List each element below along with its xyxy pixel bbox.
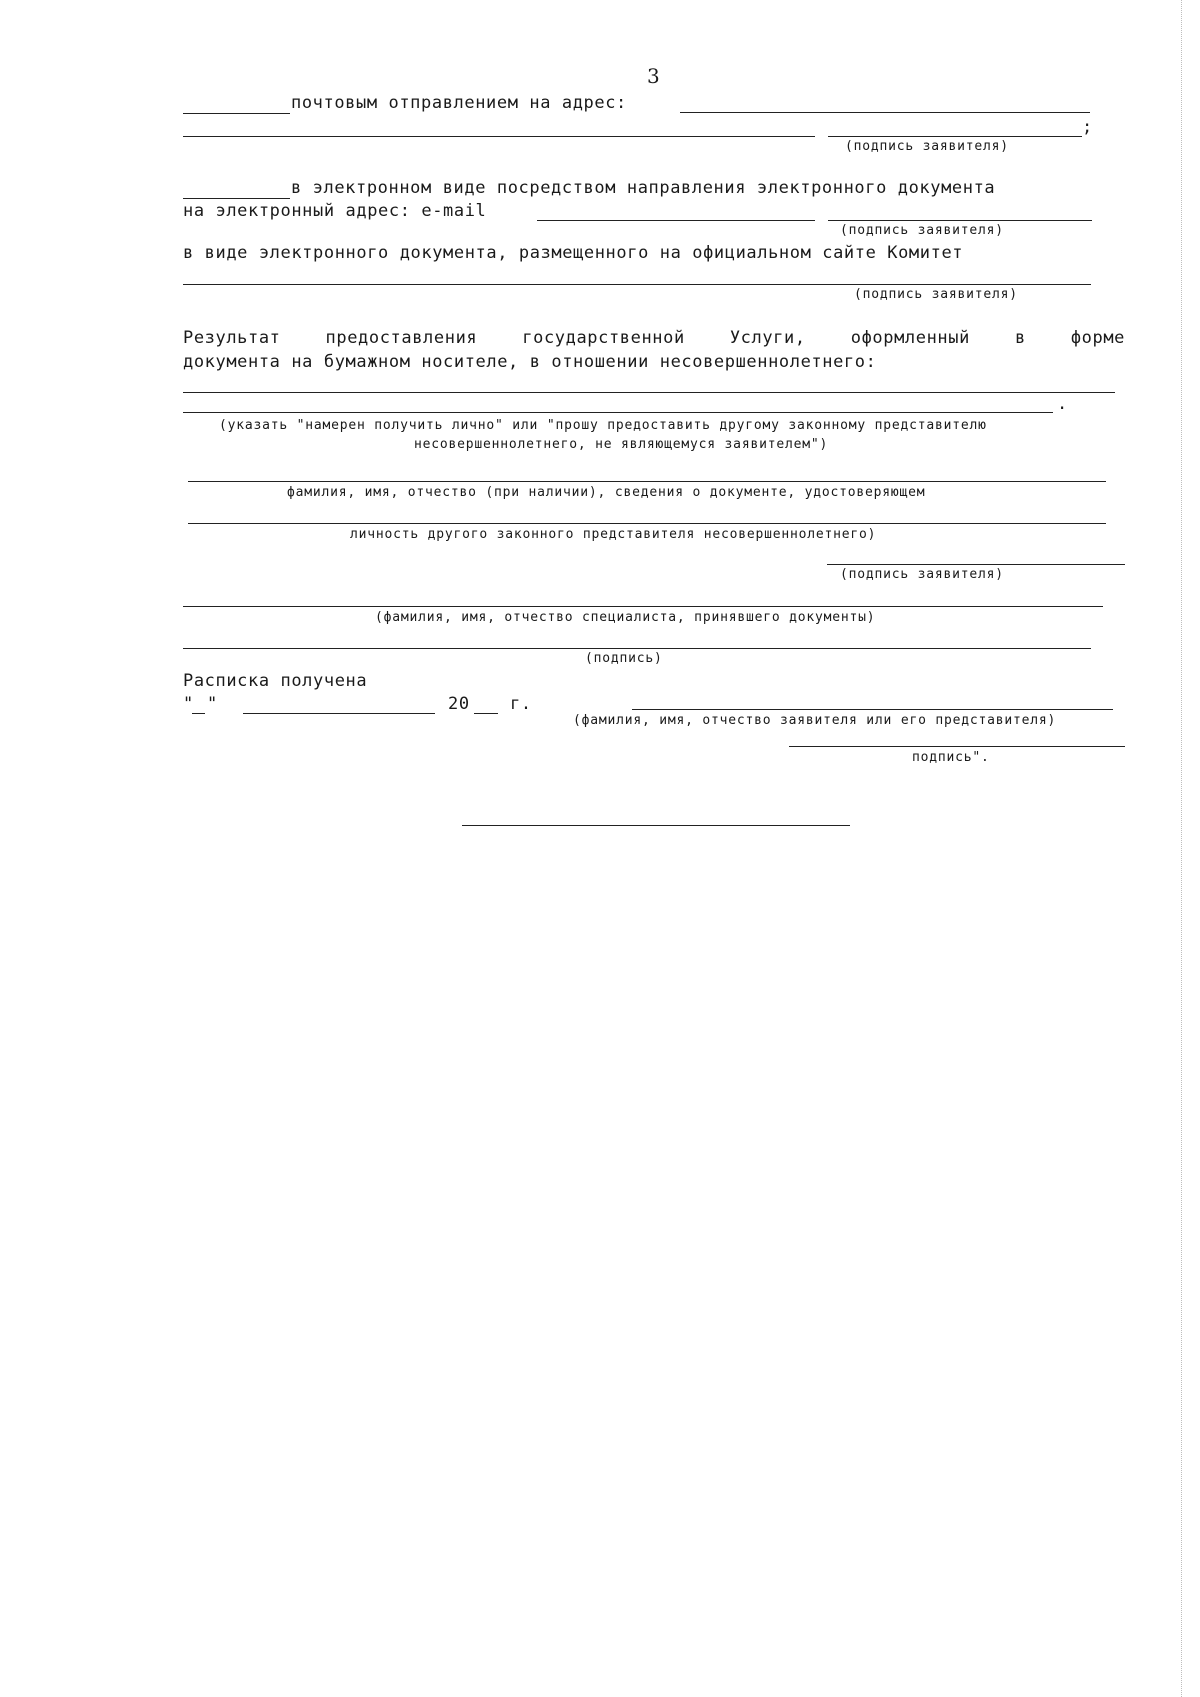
result-word: оформленный — [850, 328, 970, 348]
result-word: предоставления — [325, 328, 478, 348]
email-address-line[interactable] — [537, 220, 815, 221]
result-note-line-1: (указать "намерен получить лично" или "прошу предоставить другому законному представителю — [219, 418, 987, 433]
postal-address-line-2[interactable] — [183, 136, 815, 137]
page-number: 3 — [647, 64, 660, 88]
scan-edge-dotted-line — [1181, 0, 1182, 1697]
receipt-quote-open: " — [183, 694, 194, 714]
email-label-line2: на электронный адрес: e-mail — [183, 201, 487, 221]
result-line-2: документа на бумажном носителе, в отношении несовершеннолетнего: — [183, 352, 877, 372]
result-word: в — [1014, 328, 1026, 348]
specialist-signature-caption: (подпись) — [585, 651, 663, 666]
postal-checkbox-line[interactable] — [183, 113, 290, 114]
representative-caption-2: личность другого законного представителя несовершеннолетнего) — [350, 527, 877, 542]
specialist-caption: (фамилия, имя, отчество специалиста, принявшего документы) — [375, 610, 876, 625]
result-period: . — [1057, 394, 1068, 414]
result-word: Услуги, — [729, 328, 806, 348]
receipt-year-line[interactable] — [474, 713, 498, 714]
representative-signature-line[interactable] — [827, 564, 1125, 565]
postal-signature-caption: (подпись заявителя) — [845, 139, 1009, 154]
postal-label: почтовым отправлением на адрес: — [291, 93, 627, 113]
postal-address-line-1[interactable] — [680, 112, 1090, 113]
result-word: государственной — [522, 328, 685, 348]
email-signature-caption: (подпись заявителя) — [840, 223, 1004, 238]
representative-line-2[interactable] — [188, 523, 1106, 524]
representative-signature-caption: (подпись заявителя) — [840, 567, 1004, 582]
receipt-title: Расписка получена — [183, 671, 368, 691]
email-signature-line[interactable] — [828, 220, 1092, 221]
result-note-line-2: несовершеннолетнего, не являющемуся заявителем") — [414, 437, 829, 452]
email-label-line1: в электронном виде посредством направления электронного документа — [291, 178, 996, 198]
receipt-signature-line[interactable] — [789, 746, 1125, 747]
receipt-name-line[interactable] — [632, 709, 1113, 710]
postal-signature-line[interactable] — [828, 136, 1082, 137]
receipt-signature-caption: подпись". — [912, 750, 990, 765]
result-answer-line-1[interactable] — [183, 392, 1115, 393]
receipt-year-suffix: г. — [510, 694, 532, 714]
website-label: в виде электронного документа, размещенного на официальном сайте Комитет — [183, 243, 964, 263]
result-word: Результат — [183, 328, 281, 348]
email-checkbox-line[interactable] — [183, 198, 290, 199]
result-word: форме — [1070, 328, 1126, 348]
representative-line-1[interactable] — [188, 481, 1106, 482]
postal-semicolon: ; — [1082, 117, 1093, 137]
specialist-name-line[interactable] — [183, 606, 1103, 607]
receipt-month-line[interactable] — [243, 713, 435, 714]
result-line-1 — [183, 328, 1125, 348]
representative-caption-1: фамилия, имя, отчество (при наличии), сведения о документе, удостоверяющем — [287, 485, 926, 500]
receipt-day-line[interactable] — [192, 713, 205, 714]
specialist-signature-line[interactable] — [183, 648, 1091, 649]
end-separator-line — [462, 825, 850, 826]
website-signature-caption: (подпись заявителя) — [854, 287, 1018, 302]
website-signature-line[interactable] — [183, 284, 1091, 285]
receipt-year-prefix: 20 — [448, 694, 470, 714]
receipt-name-caption: (фамилия, имя, отчество заявителя или его представителя) — [573, 713, 1057, 728]
receipt-quote-close: " — [207, 694, 218, 714]
result-answer-line-2[interactable] — [183, 412, 1053, 413]
